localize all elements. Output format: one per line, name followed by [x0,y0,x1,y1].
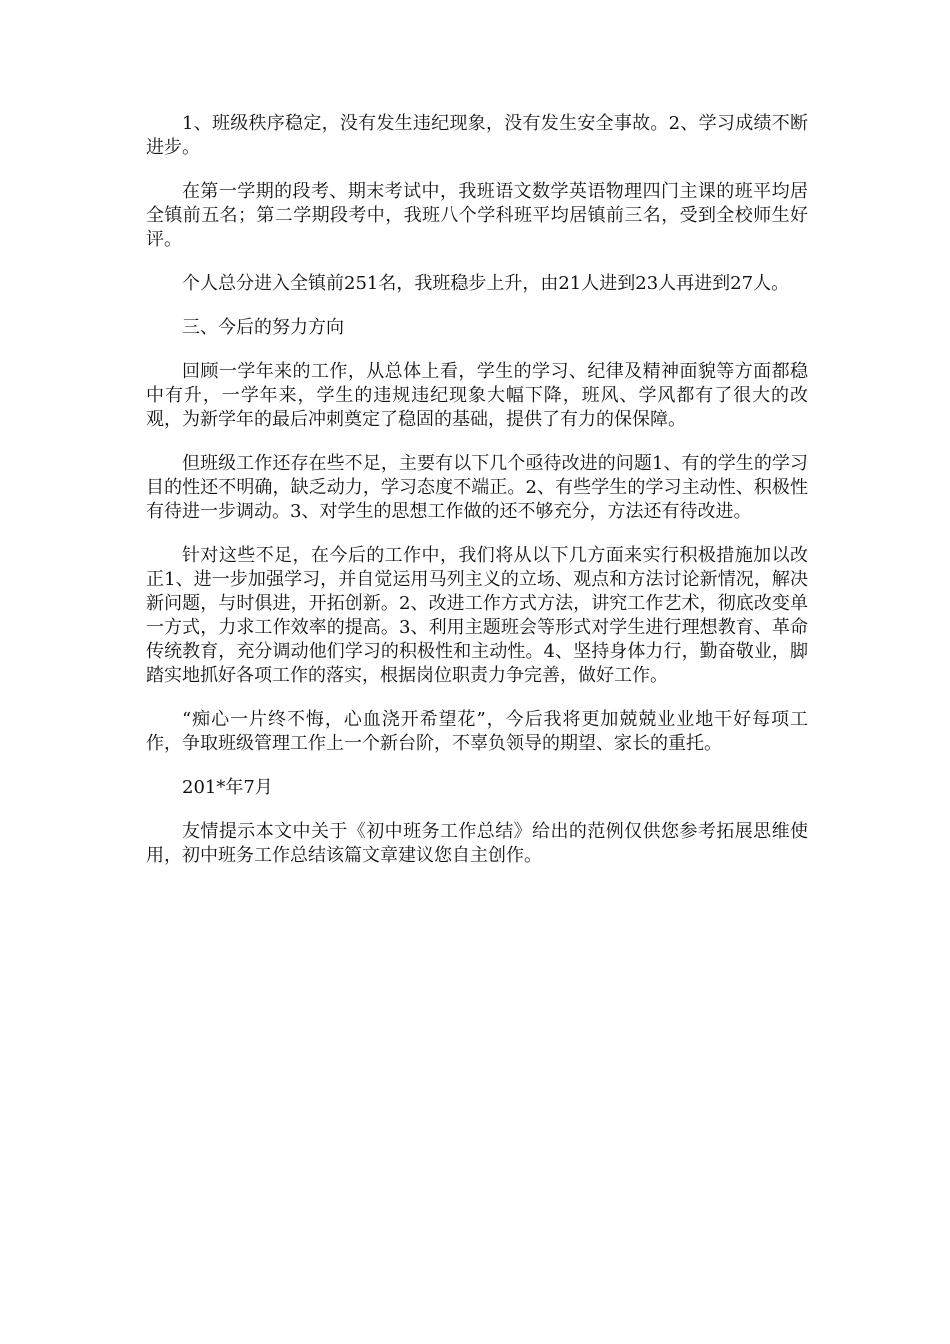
paragraph-disclaimer: 友情提示本文中关于《初中班务工作总结》给出的范例仅供您参考拓展思维使用，初中班务工作总结该篇文章建议您自主创作。 [146,821,808,866]
paragraph-total-score: 个人总分进入全镇前251名，我班稳步上升，由21人进到23人再进到27人。 [182,273,790,294]
paragraph-results: 1、班级秩序稳定，没有发生违纪现象，没有发生安全事故。2、学习成绩不断进步。 [146,113,808,158]
paragraph-measures: 针对这些不足，在今后的工作中，我们将从以下几方面来实行积极措施加以改正1、进一步加强学习，并自觉运用马列主义的立场、观点和方法讨论新情况，解决新问题，与时俱进，开拓创新。2、改进工作方式方法，讲究工作艺术，彻底改变单一方式，力求工作效率的提高。3、利用主题班会等形式对学生进行理想教育、革命传统教育，充分调动他们学习的积极性和主动性。4、坚持身体力行，勤奋敬业，脚踏实地抓好各项工作的落实，根据岗位职责力争完善，做好工作。 [146,545,808,686]
document-body [146,112,808,888]
section-heading-future-direction: 三、今后的努力方向 [182,317,344,338]
paragraph-review: 回顾一学年来的工作，从总体上看，学生的学习、纪律及精神面貌等方面都稳中有升，一学年来，学生的违规违纪现象大幅下降，班风、学风都有了很大的改观，为新学年的最后冲刺奠定了稳固的基础，提供了有力的保保障。 [146,361,808,430]
paragraph-exam-rankings: 在第一学期的段考、期末考试中，我班语文数学英语物理四门主课的班平均居全镇前五名；第二学期段考中，我班八个学科班平均居镇前三名，受到全校师生好评。 [146,181,808,250]
document-date: 201*年7月 [182,777,273,798]
paragraph-shortcomings: 但班级工作还存在些不足，主要有以下几个亟待改进的问题1、有的学生的学习目的性还不明确，缺乏动力，学习态度不端正。2、有些学生的学习主动性、积极性有待进一步调动。3、对学生的思想工作做的还不够充分，方法还有待改进。 [146,453,808,522]
paragraph-closing: “痴心一片终不悔，心血浇开希望花”，今后我将更加兢兢业业地干好每项工作，争取班级管理工作上一个新台阶，不辜负领导的期望、家长的重托。 [146,709,808,754]
